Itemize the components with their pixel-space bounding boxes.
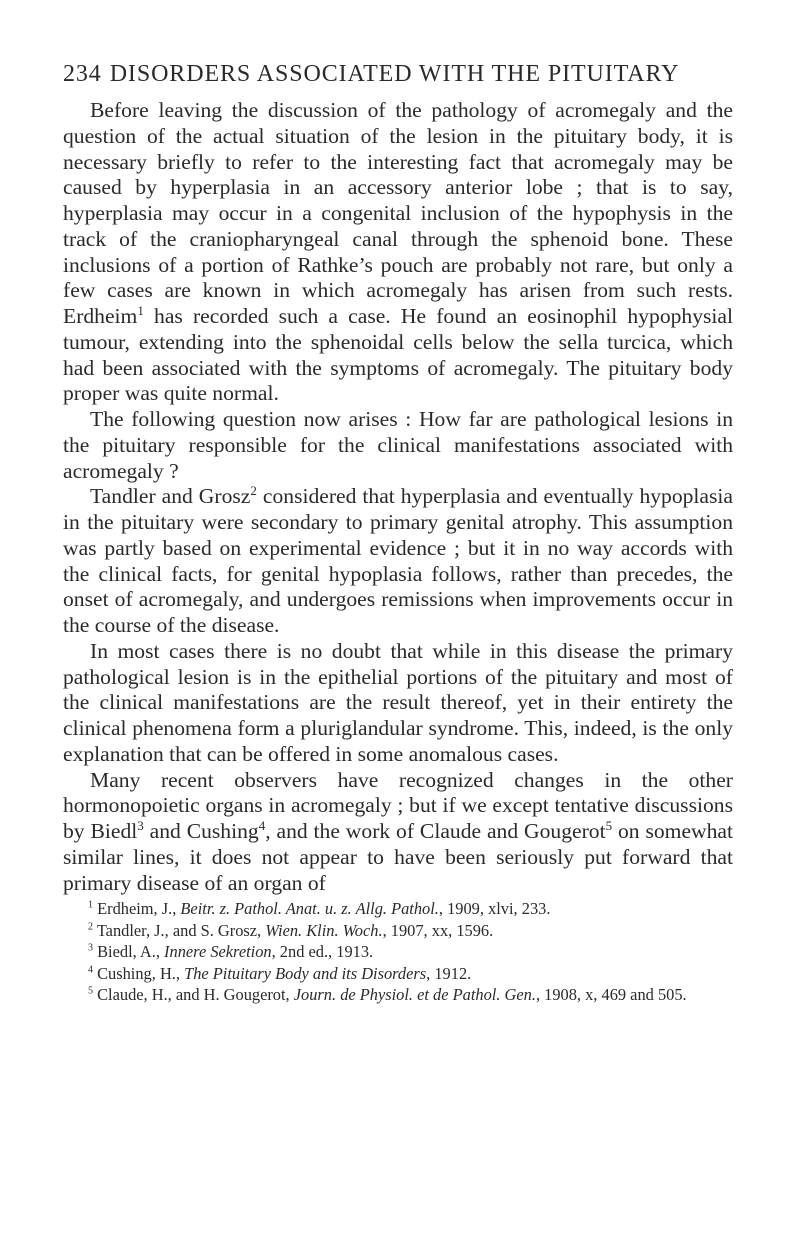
text-run: The following question now arises : How far are pathological lesions in the pituitary responsible for the clinical manifestations associated with acromegaly ? (63, 407, 733, 483)
footnote-citation: , 1907, xx, 1596. (382, 920, 494, 940)
footnote-text: Claude, H., and H. Gougerot, (97, 985, 294, 1005)
paragraph (63, 768, 733, 897)
footnote (63, 984, 733, 1006)
text-run: considered that hyperplasia and eventually hypoplasia in the pituitary were secondary to primary genital atrophy. This assumption was partly based on experimental evidence ; but it in no way accords with the clinical facts, for genital hypoplasia follows, rather than precedes, the onset of acromegaly, and undergoes remissions when improvements occur in the course of the disease. (63, 484, 733, 637)
footnote (63, 963, 733, 985)
footnote-source: Beitr. z. Pathol. Anat. u. z. Allg. Pathol. (180, 899, 439, 919)
running-head (63, 60, 733, 90)
footnote-citation: , 1908, x, 469 and 505. (535, 985, 687, 1005)
text-run: , and the work of Claude and Gougerot (265, 819, 606, 843)
footnote (63, 898, 733, 920)
footnote-source: Journ. de Physiol. et de Pathol. Gen. (293, 985, 536, 1005)
footnote-text: Erdheim, J., (97, 899, 181, 919)
footnote-ref: 5 (605, 817, 613, 833)
paragraph (63, 639, 733, 768)
footnote-citation: , 1909, xlvi, 233. (438, 899, 551, 919)
page-number: 234 (63, 61, 102, 87)
paragraph (63, 98, 733, 407)
footnote-mark: 1 (88, 899, 93, 911)
footnote-citation: , 1912. (426, 963, 472, 983)
footnotes (63, 898, 733, 1006)
book-page (63, 60, 733, 1006)
text-run: In most cases there is no doubt that while in this disease the primary pathological lesion is in the epithelial portions of the pituitary and most of the clinical manifestations are the result thereof, yet in their entirety the clinical phenomena form a pluriglandular syndrome. This, indeed, is the only explanation that can be offered in some anomalous cases. (63, 638, 733, 766)
text-run: has recorded such a case. He found an eosinophil hypophysial tumour, extending into the sphenoidal cells below the sella turcica, which had been associated with the symptoms of acromegaly. The pituitary body proper was quite normal. (63, 304, 733, 406)
text-run: Many recent observers have recognized changes in the other hormonopoietic organs in acromegaly ; but if we except tentative discussions by Biedl (63, 767, 733, 843)
footnote-text: Tandler, J., and S. Grosz, (96, 920, 266, 940)
running-title: DISORDERS ASSOCIATED WITH THE PITUITARY (109, 61, 680, 87)
text-run: on somewhat similar lines, it does not appear to have been seriously put forward that primary disease of an organ of (63, 819, 734, 895)
footnote-mark: 5 (88, 985, 93, 997)
footnote (63, 941, 733, 963)
footnote-source: Wien. Klin. Woch. (265, 920, 383, 940)
footnote-ref: 3 (137, 817, 144, 833)
footnote-text: Biedl, A., (97, 942, 165, 962)
footnote-source: Innere Sekretion (164, 942, 272, 962)
paragraph (63, 407, 733, 484)
footnote (63, 920, 733, 942)
footnote-ref: 4 (258, 817, 266, 833)
paragraph (63, 484, 733, 639)
footnote-mark: 4 (88, 964, 93, 976)
footnote-citation: , 2nd ed., 1913. (271, 942, 374, 962)
footnote-ref: 1 (137, 302, 144, 318)
footnote-mark: 3 (88, 942, 93, 954)
body-text (63, 98, 733, 896)
footnote-source: The Pituitary Body and its Disorders (184, 963, 427, 983)
footnote-ref: 2 (250, 483, 257, 499)
footnote-text: Cushing, H., (97, 963, 185, 983)
footnote-mark: 2 (88, 921, 93, 933)
text-run: and Cushing (143, 819, 259, 843)
text-run: Before leaving the discussion of the pathology of acromegaly and the question of the actual situation of the lesion in the pituitary body, it is necessary briefly to refer to the interesting fact that acromegaly may be caused by hyperplasia in an accessory anterior lobe ; that is to say, hyperplasia may occur in a congenital inclusion of the hypophysis in the track of the craniopharyngeal canal through the sphenoid bone. These inclusions of a portion of Rathke’s pouch are probably not rare, but only a few cases are known in which acromegaly has arisen from such rests. Erdheim (63, 98, 733, 328)
text-run: Tandler and Grosz (90, 484, 251, 509)
